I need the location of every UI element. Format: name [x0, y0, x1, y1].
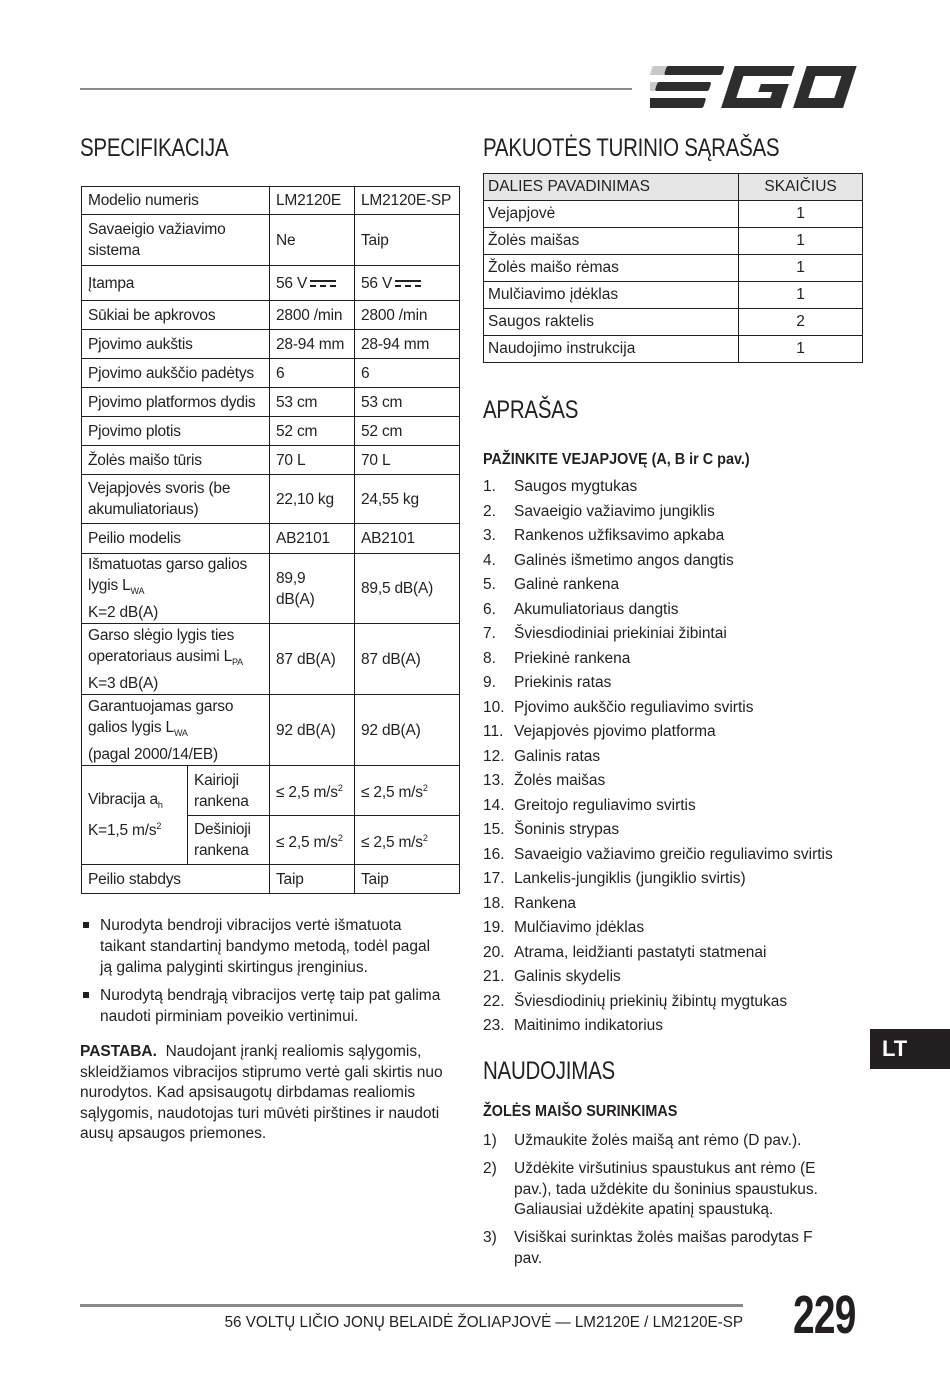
spec-label: Pjovimo platformos dydis [82, 388, 270, 417]
vibration-label: Vibracija $a_h$ K=1,5 $m/s^2$ [82, 766, 188, 865]
bullet-square-icon [83, 922, 89, 928]
spec-label: Sūkiai be apkrovos [82, 301, 270, 330]
table-row [82, 475, 460, 524]
spec-table [81, 186, 460, 894]
spec-value-b: 70 L [355, 446, 460, 475]
package-table [483, 173, 863, 363]
part-name: Naudojimo instrukcija [484, 336, 739, 363]
table-row [484, 282, 863, 309]
spec-value-b: 28-94 mm [355, 330, 460, 359]
part-name: Žolės maišas [484, 228, 739, 255]
description-title: APRAŠAS [483, 396, 579, 424]
package-title: PAKUOTĖS TURINIO SĄRAŠAS [483, 134, 780, 162]
table-row [82, 624, 460, 695]
step-item: 1) Užmaukite žolės maišą ant rėmo (D pav.). [483, 1131, 843, 1152]
spec-value-b: 52 cm [355, 417, 460, 446]
step-text: Užmaukite žolės maišą ant rėmo (D pav.). [514, 1132, 802, 1149]
spec-title: SPECIFIKACIJA [80, 134, 229, 162]
note-text: Naudojant įrankį realiomis sąlygomis, skleidžiamos vibracijos stiprumo vertė gali skirtis nuo nurodytos. Kad apsisaugotų dirbdamas realiomis sąlygomis, naudotojas turi mūvėti pirštines ir naudoti ausų apsaugos priemones. [80, 1043, 443, 1142]
spec-value-a: AB2101 [270, 524, 355, 554]
spec-value-b: 53 cm [355, 388, 460, 417]
footer-text: 56 VOLTŲ LIČIO JONŲ BELAIDĖ ŽOLIAPJOVĖ — LM2120E / LM2120E-SP [224, 1314, 743, 1331]
spec-value-a: Taip [270, 865, 355, 894]
language-tab: LT [870, 1029, 950, 1069]
spec-value-b: 92 dB(A) [355, 695, 460, 766]
part-qty: 1 [739, 255, 863, 282]
spec-value-b: 24,55 kg [355, 475, 460, 524]
bullet-text: Nurodyta bendroji vibracijos vertė išmatuota taikant standartinį bandymo metodą, todėl pagal ją galima palyginti skirtingus įrenginius. [100, 917, 431, 976]
table-row [82, 388, 460, 417]
part-qty: 1 [739, 336, 863, 363]
spec-value-a: LM2120E [270, 187, 355, 215]
spec-label: Įtampa [82, 266, 270, 301]
ego-logo [650, 62, 865, 112]
note-paragraph [80, 1042, 445, 1145]
table-row [82, 266, 460, 301]
spec-value-b: ≤ 2,5 $m/s^2$ [355, 816, 460, 865]
spec-value-b: 56 V [355, 266, 460, 301]
bullet-item [83, 915, 443, 978]
table-row [484, 255, 863, 282]
spec-value-a: 22,10 kg [270, 475, 355, 524]
spec-value-a: ≤ 2,5 $m/s^2$ [270, 766, 355, 816]
spec-value-a: 52 cm [270, 417, 355, 446]
step-item: 2) Uždėkite viršutinius spaustukus ant rėmo (E pav.), tada uždėkite du šoninius spaustukus. Galiausiai uždėkite apatinį spaustuką. [483, 1159, 843, 1221]
spec-value-b: 6 [355, 359, 460, 388]
spec-label: Savaeigio važiavimo sistema [82, 215, 270, 266]
dc-current-icon [395, 279, 421, 288]
table-row [82, 695, 460, 766]
spec-value-a: 87 dB(A) [270, 624, 355, 695]
table-row [484, 336, 863, 363]
spec-value-b: Taip [355, 215, 460, 266]
spec-label: Pjovimo aukščio padėtys [82, 359, 270, 388]
table-row [82, 524, 460, 554]
spec-value-a: 70 L [270, 446, 355, 475]
table-row [484, 201, 863, 228]
spec-value-a: 56 V [270, 266, 355, 301]
column-header-qty: SKAIČIUS [739, 174, 863, 201]
vibration-left-handle: Kairioji rankena [188, 766, 270, 816]
spec-value-b: 87 dB(A) [355, 624, 460, 695]
spec-label: Pjovimo aukštis [82, 330, 270, 359]
footer-rule [80, 1304, 743, 1307]
spec-value-b: 89,5 dB(A) [355, 554, 460, 624]
header-rule [80, 88, 632, 90]
spec-value-a: Ne [270, 215, 355, 266]
spec-label: Garantuojamas garso galios lygis $L_{WA}$ (pagal 2000/14/EB) [82, 695, 270, 766]
part-name: Saugos raktelis [484, 309, 739, 336]
spec-label: Modelio numeris [82, 187, 270, 215]
spec-label: Žolės maišo tūris [82, 446, 270, 475]
spec-value-a: 89,9 dB(A) [270, 554, 355, 624]
dc-current-icon [310, 279, 336, 288]
page-number: 229 [793, 1285, 856, 1345]
table-row [82, 215, 460, 266]
part-name: Vejapjovė [484, 201, 739, 228]
table-row [82, 554, 460, 624]
spec-value-b: Taip [355, 865, 460, 894]
part-name: Žolės maišo rėmas [484, 255, 739, 282]
step-text: Uždėkite viršutinius spaustukus ant rėmo (E pav.), tada uždėkite du šoninius spaustukus. Galiausiai uždėkite apatinį spaustuką. [514, 1160, 818, 1218]
spec-value-a: 53 cm [270, 388, 355, 417]
part-qty: 1 [739, 282, 863, 309]
spec-label: Garso slėgio lygis ties operatoriaus ausimi $L_{PA}$ K=3 dB(A) [82, 624, 270, 695]
table-header-row [484, 174, 863, 201]
part-qty: 2 [739, 309, 863, 336]
spec-label: Pjovimo plotis [82, 417, 270, 446]
spec-label: Peilio modelis [82, 524, 270, 554]
spec-value-b: LM2120E-SP [355, 187, 460, 215]
table-row [82, 330, 460, 359]
spec-value-a: 92 dB(A) [270, 695, 355, 766]
note-label: PASTABA. [80, 1043, 157, 1060]
table-row [82, 359, 460, 388]
usage-title: NAUDOJIMAS [483, 1057, 615, 1085]
spec-label: Peilio stabdys [82, 865, 270, 894]
spec-value-b: AB2101 [355, 524, 460, 554]
table-row [484, 228, 863, 255]
table-row [82, 766, 460, 816]
vibration-right-handle: Dešinioji rankena [188, 816, 270, 865]
table-row [82, 865, 460, 894]
part-name: Mulčiavimo įdėklas [484, 282, 739, 309]
spec-label: Išmatuotas garso galios lygis $L_{WA}$ K=2 dB(A) [82, 554, 270, 624]
spec-value-a: 28-94 mm [270, 330, 355, 359]
step-text: Visiškai surinktas žolės maišas parodytas F pav. [514, 1229, 813, 1267]
spec-label: Vejapjovės svoris (be akumuliatoriaus) [82, 475, 270, 524]
usage-subtitle: ŽOLĖS MAIŠO SURINKIMAS [483, 1103, 678, 1120]
table-row [82, 446, 460, 475]
part-qty: 1 [739, 201, 863, 228]
spec-value-b: 2800 /min [355, 301, 460, 330]
part-qty: 1 [739, 228, 863, 255]
bullet-text: Nurodytą bendrąją vibracijos vertę taip pat galima naudoti pirminiam poveikio vertinimui. [100, 987, 441, 1025]
table-row [484, 309, 863, 336]
bullet-square-icon [83, 992, 89, 998]
spec-value-a: 2800 /min [270, 301, 355, 330]
spec-value-b: ≤ 2,5 $m/s^2$ [355, 766, 460, 816]
table-row [82, 187, 460, 215]
spec-value-a: 6 [270, 359, 355, 388]
spec-value-a: ≤ 2,5 $m/s^2$ [270, 816, 355, 865]
table-row [82, 417, 460, 446]
column-header-name: DALIES PAVADINIMAS [484, 174, 739, 201]
bullet-item [83, 985, 443, 1027]
parts-list: 1. Saugos mygtukas 2. Savaeigio važiavimo jungiklis 3. Rankenos užfiksavimo apkaba 4. Galinės išmetimo angos dangtis 5. Galinė rankena 6. Akumuliatoriaus dangtis 7. Šviesdiodiniai priekiniai žibintai 8. Priekinė rankena 9. Priekinis ratas 10. Pjovimo aukščio reguliavimo svirtis 11. Vejapjovės pjovimo platforma 12. Galinis ratas 13. Žolės maišas 14. Greitojo reguliavimo svirtis 15. Šoninis strypas 16. Savaeigio važiavimo greičio reguliavimo svirtis 17. Lankelis-jungiklis (jungiklio svirtis) 18. Rankena 19. Mulčiavimo įdėklas 20. Atrama, leidžianti pastatyti statmenai 21. Galinis skydelis 22. Šviesdiodinių priekinių žibintų mygtukas 23. Maitinimo indikatorius [483, 478, 833, 1034]
description-subtitle: PAŽINKITE VEJAPJOVĘ (A, B ir C pav.) [483, 451, 750, 468]
table-row [82, 301, 460, 330]
step-item: 3) Visiškai surinktas žolės maišas parodytas F pav. [483, 1228, 843, 1269]
